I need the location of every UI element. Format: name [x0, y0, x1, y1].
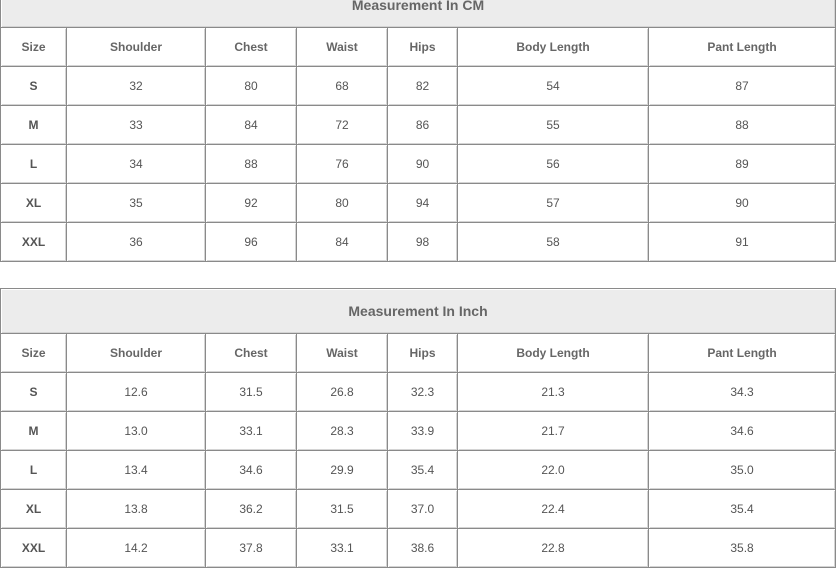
size-cell: L — [1, 145, 67, 184]
body-length-cell: 21.7 — [458, 412, 649, 451]
pant-length-cell: 35.4 — [649, 490, 836, 529]
size-chart-cm-table — [0, 0, 836, 262]
size-cell: XL — [1, 490, 67, 529]
column-header-size: Size — [1, 334, 67, 373]
size-cell: M — [1, 412, 67, 451]
chest-cell: 84 — [206, 106, 297, 145]
table-row — [1, 67, 836, 106]
hips-cell: 33.9 — [388, 412, 458, 451]
column-header-waist: Waist — [297, 334, 388, 373]
shoulder-cell: 13.8 — [67, 490, 206, 529]
table-title: Measurement In Inch — [1, 289, 836, 334]
column-header-chest: Chest — [206, 334, 297, 373]
size-cell: XXL — [1, 223, 67, 262]
waist-cell: 28.3 — [297, 412, 388, 451]
body-length-cell: 56 — [458, 145, 649, 184]
body-length-cell: 22.0 — [458, 451, 649, 490]
column-header-pant-length: Pant Length — [649, 28, 836, 67]
shoulder-cell: 12.6 — [67, 373, 206, 412]
chest-cell: 37.8 — [206, 529, 297, 568]
table-row — [1, 412, 836, 451]
waist-cell: 29.9 — [297, 451, 388, 490]
chest-cell: 34.6 — [206, 451, 297, 490]
waist-cell: 68 — [297, 67, 388, 106]
table-row — [1, 529, 836, 568]
waist-cell: 72 — [297, 106, 388, 145]
table-title: Measurement In CM — [1, 0, 836, 28]
hips-cell: 98 — [388, 223, 458, 262]
waist-cell: 31.5 — [297, 490, 388, 529]
chest-cell: 80 — [206, 67, 297, 106]
table-row — [1, 451, 836, 490]
hips-cell: 86 — [388, 106, 458, 145]
header-row — [1, 28, 836, 67]
shoulder-cell: 36 — [67, 223, 206, 262]
hips-cell: 35.4 — [388, 451, 458, 490]
column-header-hips: Hips — [388, 334, 458, 373]
body-length-cell: 54 — [458, 67, 649, 106]
hips-cell: 32.3 — [388, 373, 458, 412]
shoulder-cell: 35 — [67, 184, 206, 223]
pant-length-cell: 89 — [649, 145, 836, 184]
size-cell: M — [1, 106, 67, 145]
size-cell: L — [1, 451, 67, 490]
table-row — [1, 223, 836, 262]
chest-cell: 92 — [206, 184, 297, 223]
column-header-body-length: Body Length — [458, 28, 649, 67]
size-cell: S — [1, 373, 67, 412]
chest-cell: 31.5 — [206, 373, 297, 412]
hips-cell: 82 — [388, 67, 458, 106]
header-row — [1, 334, 836, 373]
waist-cell: 26.8 — [297, 373, 388, 412]
shoulder-cell: 13.4 — [67, 451, 206, 490]
pant-length-cell: 35.0 — [649, 451, 836, 490]
column-header-waist: Waist — [297, 28, 388, 67]
body-length-cell: 22.8 — [458, 529, 649, 568]
body-length-cell: 21.3 — [458, 373, 649, 412]
pant-length-cell: 91 — [649, 223, 836, 262]
column-header-shoulder: Shoulder — [67, 334, 206, 373]
column-header-hips: Hips — [388, 28, 458, 67]
shoulder-cell: 34 — [67, 145, 206, 184]
body-length-cell: 57 — [458, 184, 649, 223]
body-length-cell: 58 — [458, 223, 649, 262]
column-header-size: Size — [1, 28, 67, 67]
table-row — [1, 373, 836, 412]
size-chart-inch-table — [0, 288, 836, 568]
pant-length-cell: 34.6 — [649, 412, 836, 451]
hips-cell: 38.6 — [388, 529, 458, 568]
table-row — [1, 145, 836, 184]
chest-cell: 33.1 — [206, 412, 297, 451]
shoulder-cell: 14.2 — [67, 529, 206, 568]
size-cell: S — [1, 67, 67, 106]
table-row — [1, 490, 836, 529]
hips-cell: 94 — [388, 184, 458, 223]
waist-cell: 84 — [297, 223, 388, 262]
column-header-chest: Chest — [206, 28, 297, 67]
shoulder-cell: 33 — [67, 106, 206, 145]
body-length-cell: 22.4 — [458, 490, 649, 529]
size-cell: XXL — [1, 529, 67, 568]
shoulder-cell: 13.0 — [67, 412, 206, 451]
pant-length-cell: 34.3 — [649, 373, 836, 412]
pant-length-cell: 90 — [649, 184, 836, 223]
body-length-cell: 55 — [458, 106, 649, 145]
waist-cell: 80 — [297, 184, 388, 223]
chest-cell: 96 — [206, 223, 297, 262]
pant-length-cell: 88 — [649, 106, 836, 145]
waist-cell: 33.1 — [297, 529, 388, 568]
pant-length-cell: 87 — [649, 67, 836, 106]
column-header-body-length: Body Length — [458, 334, 649, 373]
chest-cell: 36.2 — [206, 490, 297, 529]
column-header-shoulder: Shoulder — [67, 28, 206, 67]
size-cell: XL — [1, 184, 67, 223]
hips-cell: 90 — [388, 145, 458, 184]
table-row — [1, 184, 836, 223]
pant-length-cell: 35.8 — [649, 529, 836, 568]
chest-cell: 88 — [206, 145, 297, 184]
column-header-pant-length: Pant Length — [649, 334, 836, 373]
waist-cell: 76 — [297, 145, 388, 184]
shoulder-cell: 32 — [67, 67, 206, 106]
table-row — [1, 106, 836, 145]
hips-cell: 37.0 — [388, 490, 458, 529]
